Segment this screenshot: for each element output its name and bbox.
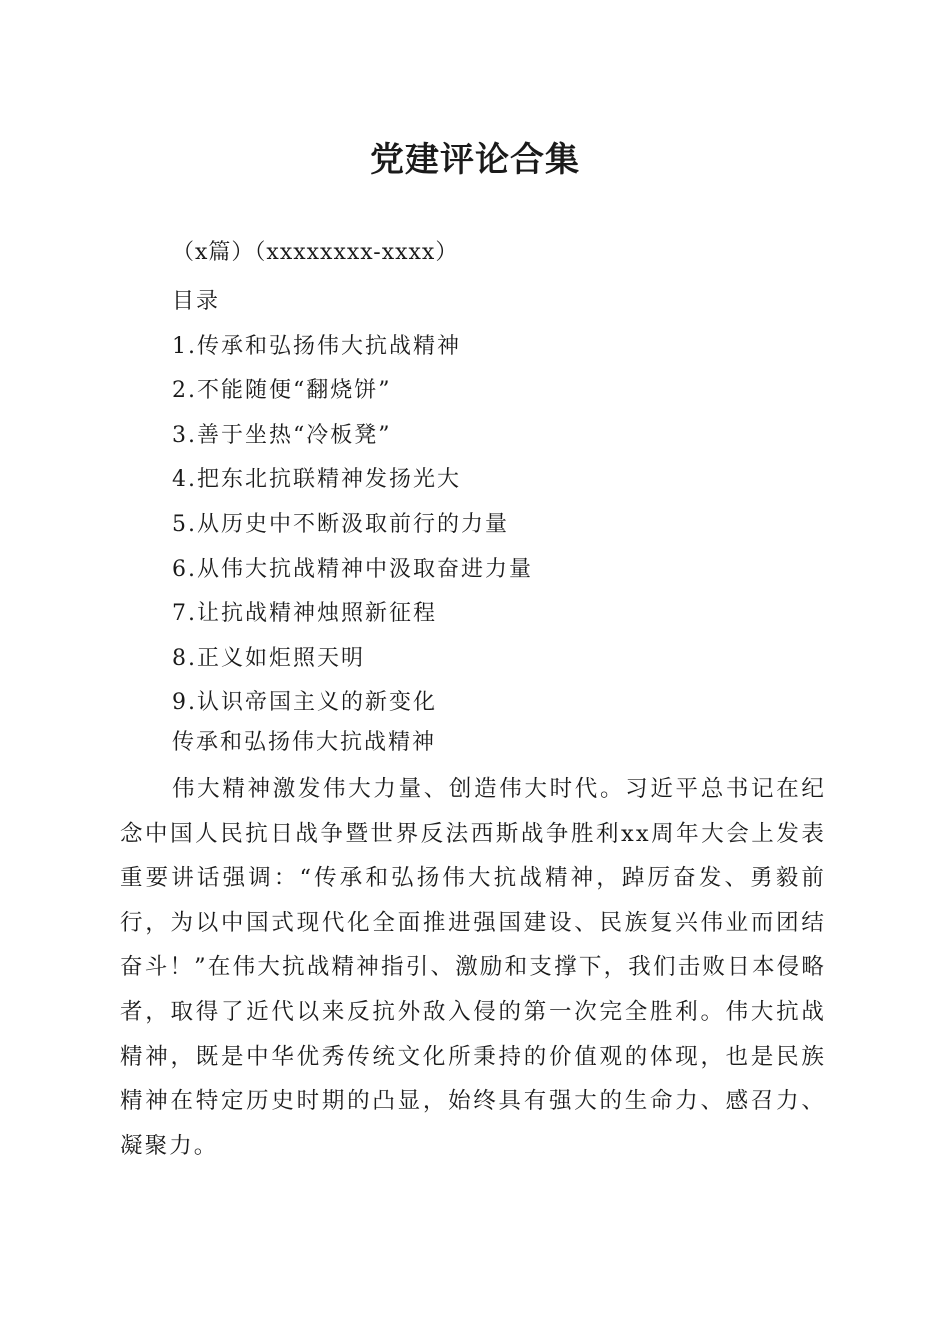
toc-item: 8.正义如炬照天明 bbox=[172, 645, 365, 671]
toc-item: 3.善于坐热“冷板凳” bbox=[172, 422, 392, 448]
document-meta: （x篇）（xxxxxxxx-xxxx） bbox=[172, 240, 459, 265]
section-heading: 传承和弘扬伟大抗战精神 bbox=[172, 730, 437, 755]
toc-item: 1.传承和弘扬伟大抗战精神 bbox=[172, 333, 461, 359]
toc-item: 4.把东北抗联精神发扬光大 bbox=[172, 467, 461, 493]
toc-heading: 目录 bbox=[172, 289, 221, 314]
toc-item: 5.从历史中不断汲取前行的力量 bbox=[172, 511, 509, 537]
toc-item: 7.让抗战精神烛照新征程 bbox=[172, 601, 437, 627]
body-paragraph: 伟大精神激发伟大力量、创造伟大时代。习近平总书记在纪念中国人民抗日战争暨世界反法西斯战争胜利xx周年大会上发表重要讲话强调：“传承和弘扬伟大抗战精神，踔厉奋发、勇毅前行，为以中国式现代化全面推进强国建设、民族复兴伟业而团结奋斗！”在伟大抗战精神指引、激励和支撑下，我们击败日本侵略者，取得了近代以来反抗外敌入侵的第一次完全胜利。伟大抗战精神，既是中华优秀传统文化所秉持的价值观的体现，也是民族精神在特定历史时期的凸显，始终具有强大的生命力、感召力、凝聚力。 bbox=[120, 776, 826, 1159]
table-of-contents bbox=[172, 280, 533, 726]
toc-item: 6.从伟大抗战精神中汲取奋进力量 bbox=[172, 556, 533, 582]
document-title: 党建评论合集 bbox=[370, 140, 580, 180]
toc-item: 9.认识帝国主义的新变化 bbox=[172, 690, 437, 716]
toc-item: 2.不能随便“翻烧饼” bbox=[172, 378, 392, 404]
